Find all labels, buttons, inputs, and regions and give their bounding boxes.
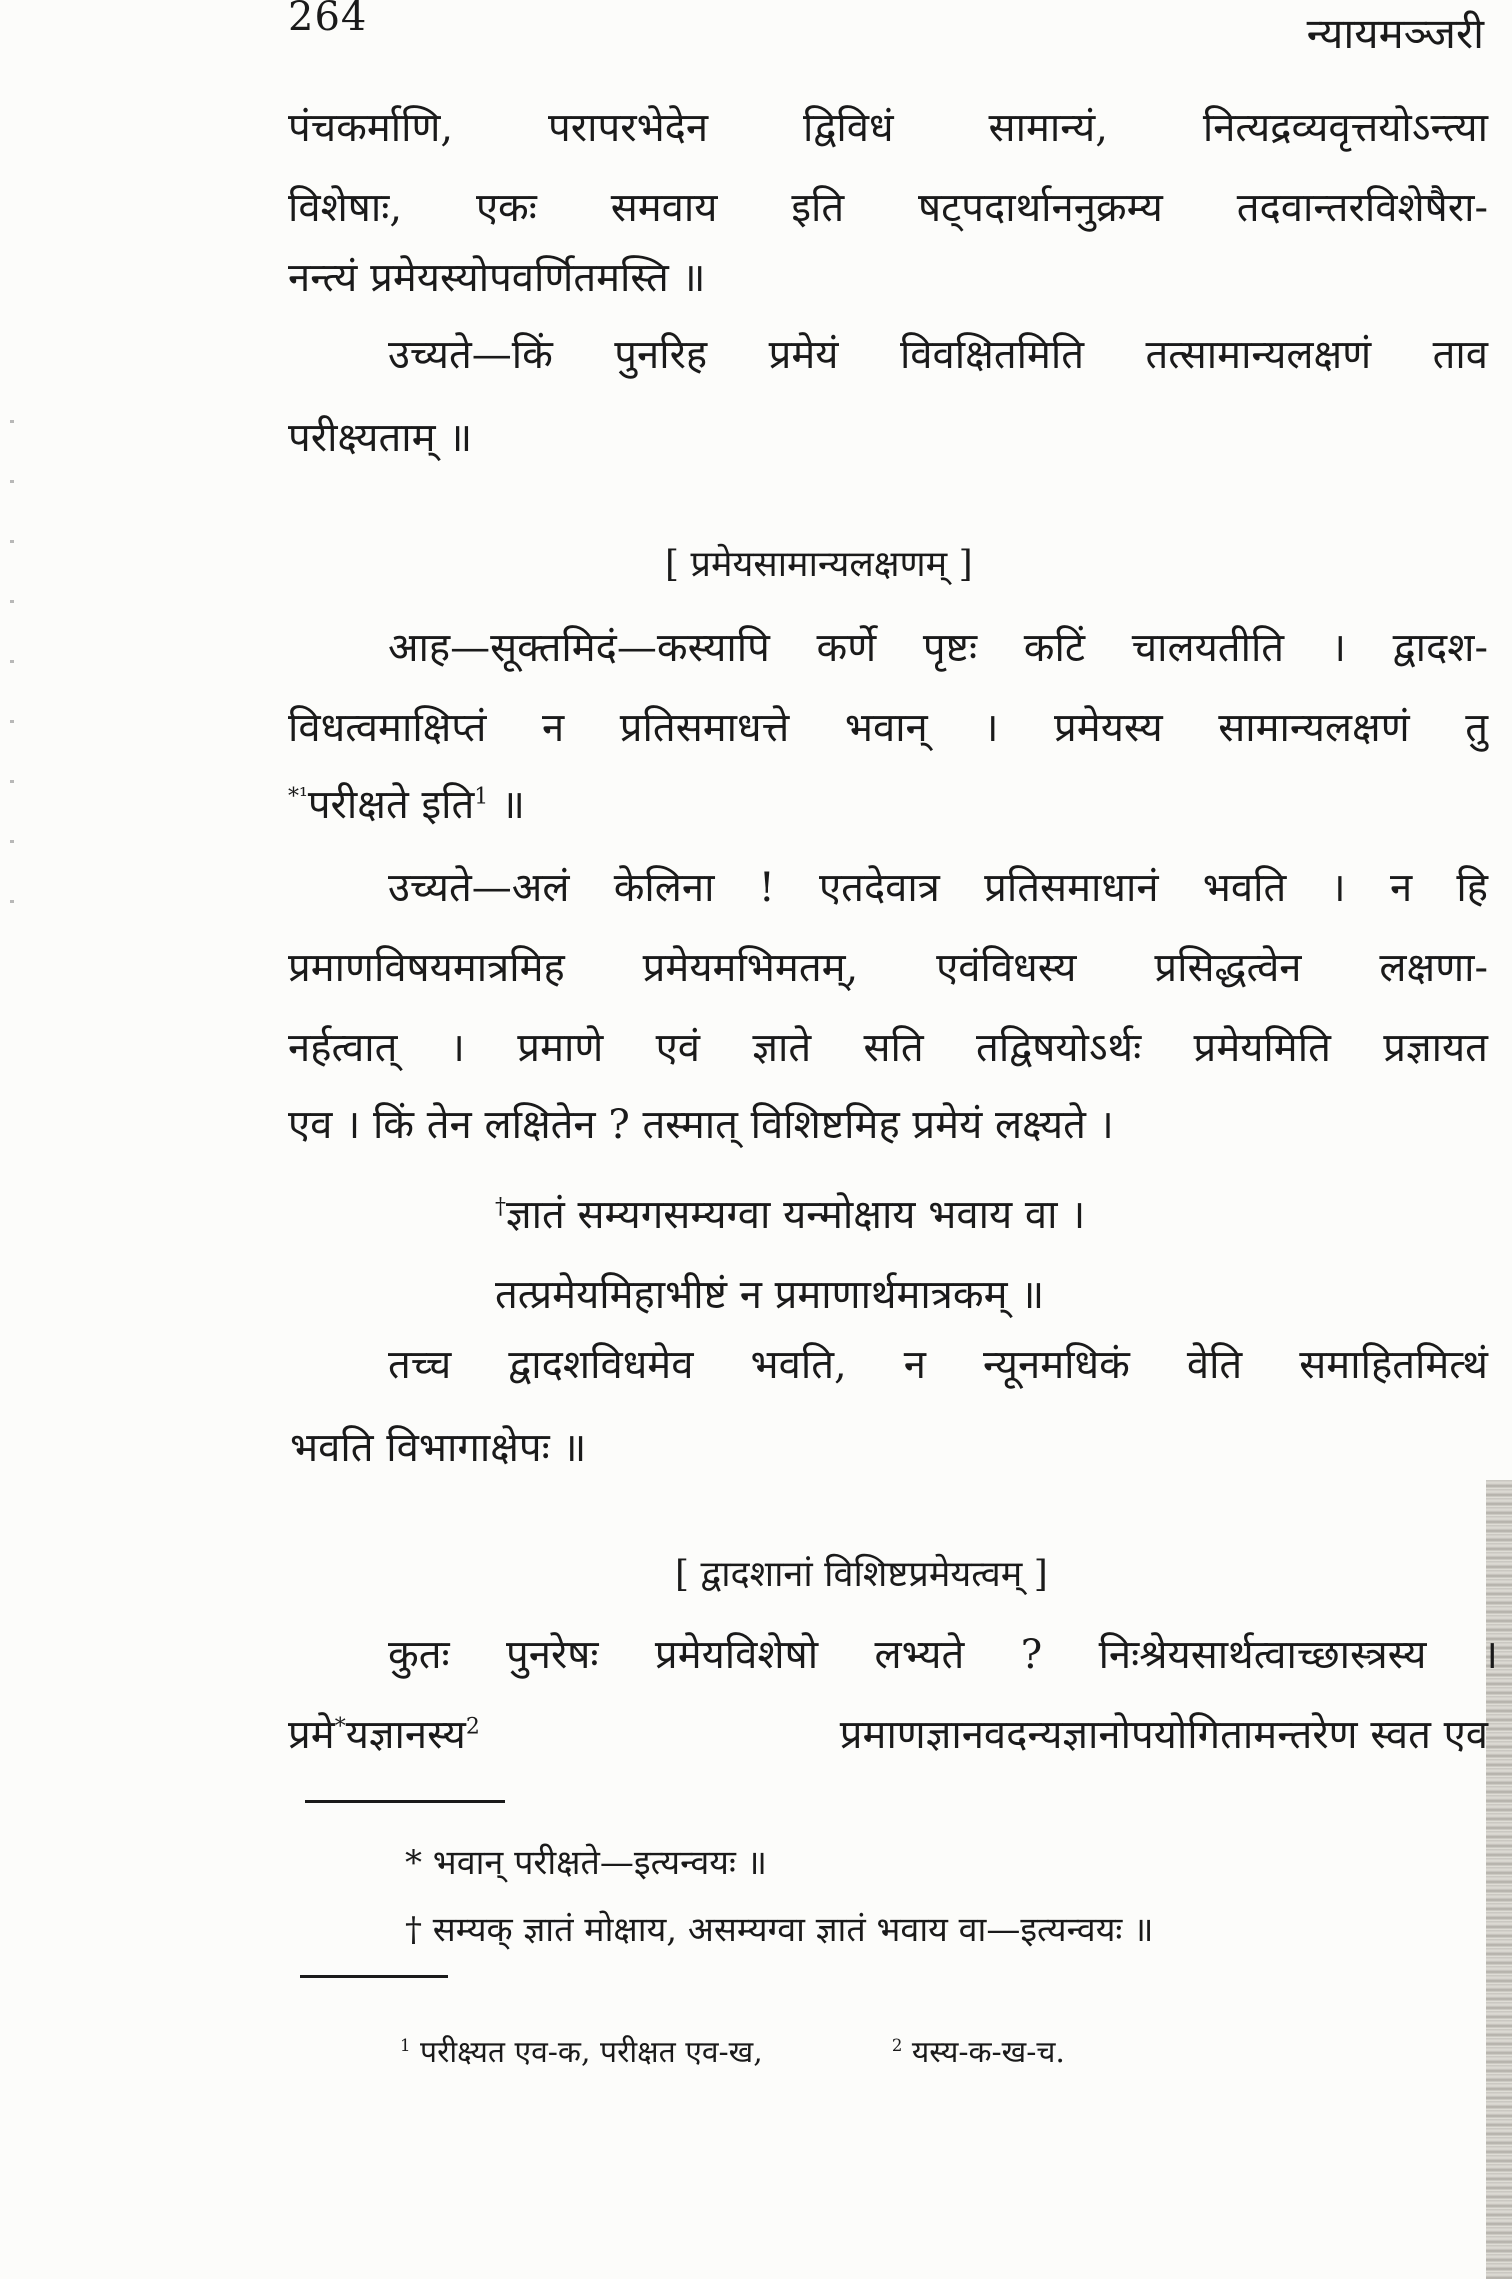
para3-line3-text: परीक्षते इति <box>307 782 475 828</box>
para4-line3-text: नर्हत्वात् । प्रमाणे एवं ज्ञाते सति तद्विषयोऽर्थः प्रमेयमिति प्रज्ञायत <box>288 1025 1488 1071</box>
para4-line2 <box>288 945 1488 991</box>
para2-line1 <box>388 332 1488 378</box>
para2-line2 <box>288 415 473 461</box>
variant-readings-line <box>400 2030 1065 2071</box>
para6-line2-b: यज्ञानस्य <box>345 1712 466 1758</box>
para4-line1 <box>388 865 1488 911</box>
para1-line1 <box>288 105 1488 151</box>
para1-line3 <box>288 255 706 301</box>
variant-2-text: यस्य-क-ख-च. <box>911 2035 1065 2070</box>
footnote-dagger: † सम्यक् ज्ञातं मोक्षाय, असम्यग्वा ज्ञातं भवाय वा—इत्यन्वयः ॥ <box>405 1910 1154 1950</box>
para3-line3-end: ॥ <box>488 782 525 828</box>
scan-margin-specks <box>10 420 14 940</box>
para3-line1 <box>388 625 1488 671</box>
para3-line3 <box>288 782 525 828</box>
scan-page-edge <box>1486 1480 1512 2279</box>
para4-line2-text: प्रमाणविषयमात्रमिह प्रमेयमभिमतम्, एवंविधस्य प्रसिद्धत्वेन लक्षणा- <box>288 945 1488 991</box>
footnote-mark-dagger: † <box>495 1194 506 1220</box>
footnote-mark-star-2: * <box>334 1714 346 1740</box>
para2-line1-text: उच्यते—किं पुनरिह प्रमेयं विवक्षितमिति तत्सामान्यलक्षणं ताव <box>388 332 1488 378</box>
para4-line4 <box>288 1102 1114 1148</box>
para1-line3-text: नन्त्यं प्रमेयस्योपवर्णितमस्ति ॥ <box>288 255 706 301</box>
verse-line1 <box>495 1185 1085 1240</box>
para1-line2 <box>288 185 1488 231</box>
para3-line1-text: आह—सूक्तमिदं—कस्यापि कर्णे पृष्टः कटिं चालयतीति । द्वादश- <box>388 625 1488 671</box>
para5-line2 <box>290 1425 587 1471</box>
para4-line3 <box>288 1025 1488 1071</box>
variant-1-text: परीक्ष्यत एव-क, परीक्षत एव-ख, <box>420 2035 763 2070</box>
para6-line2-a: प्रमे <box>288 1712 335 1758</box>
running-title: न्यायमञ्जरी <box>1306 9 1484 58</box>
para6-line1 <box>388 1632 1498 1678</box>
para1-line1-text: पंचकर्माणि, परापरभेदेन द्विविधं सामान्यं, नित्यद्रव्यवृत्तयोऽन्त्या <box>288 105 1488 151</box>
para6-line1-text: कुतः पुनरेषः प्रमेयविशेषो लभ्यते ? निःश्रेयसार्थत्वाच्छास्त्रस्य । <box>388 1632 1498 1678</box>
para6-line2-c: प्रमाणज्ञानवदन्यज्ञानोपयोगितामन्तरेण स्वत एव <box>839 1712 1488 1758</box>
para5-line1-text: तच्च द्वादशविधमेव भवति, न न्यूनमधिकं वेति समाहितमित्थं <box>388 1342 1488 1388</box>
page-number: 264 <box>288 0 368 40</box>
para1-line2-text: विशेषाः, एकः समवाय इति षट्पदार्थाननुक्रम्य तदवान्तरविशेषैरा- <box>288 185 1488 231</box>
para4-line4-text: एव । किं तेन लक्षितेन ? तस्मात् विशिष्टमिह प्रमेयं लक्ष्यते । <box>288 1102 1114 1148</box>
footnote-mark-star-1: *¹ <box>288 784 308 810</box>
footnote-divider-2 <box>300 1975 448 1978</box>
verse-line2 <box>495 1265 1044 1320</box>
variant-2-number: 2 <box>891 2036 903 2055</box>
verse-line2-text: तत्प्रमेयमिहाभीष्टं न प्रमाणार्थमात्रकम् ॥ <box>495 1272 1045 1318</box>
para3-line2 <box>288 705 1488 751</box>
verse-line1-text: ज्ञातं सम्यगसम्यग्वा यन्मोक्षाय भवाय वा । <box>506 1192 1086 1238</box>
para6-line2 <box>288 1712 1488 1758</box>
variant-1-number: 1 <box>400 2036 411 2055</box>
section-heading-2: [ द्वादशानां विशिष्टप्रमेयत्वम् ] <box>675 1554 1048 1595</box>
footnote-star: * भवान् परीक्षते—इत्यन्वयः ॥ <box>405 1843 767 1883</box>
para5-line1 <box>388 1342 1488 1388</box>
para2-line2-text: परीक्ष्यताम् ॥ <box>288 415 473 461</box>
variant-ref-2: 2 <box>465 1714 480 1740</box>
para6-line2-start <box>288 1712 480 1758</box>
footnote-divider-1 <box>305 1800 505 1803</box>
section-heading-1: [ प्रमेयसामान्यलक्षणम् ] <box>665 544 973 585</box>
para5-line2-text: भवति विभागाक्षेपः ॥ <box>290 1425 587 1471</box>
para3-line2-text: विधत्वमाक्षिप्तं न प्रतिसमाधत्ते भवान् । प्रमेयस्य सामान्यलक्षणं तु <box>288 705 1488 751</box>
para4-line1-text: उच्यते—अलं केलिना ! एतदेवात्र प्रतिसमाधानं भवति । न हि <box>388 865 1488 911</box>
variant-ref-1: 1 <box>474 784 489 810</box>
